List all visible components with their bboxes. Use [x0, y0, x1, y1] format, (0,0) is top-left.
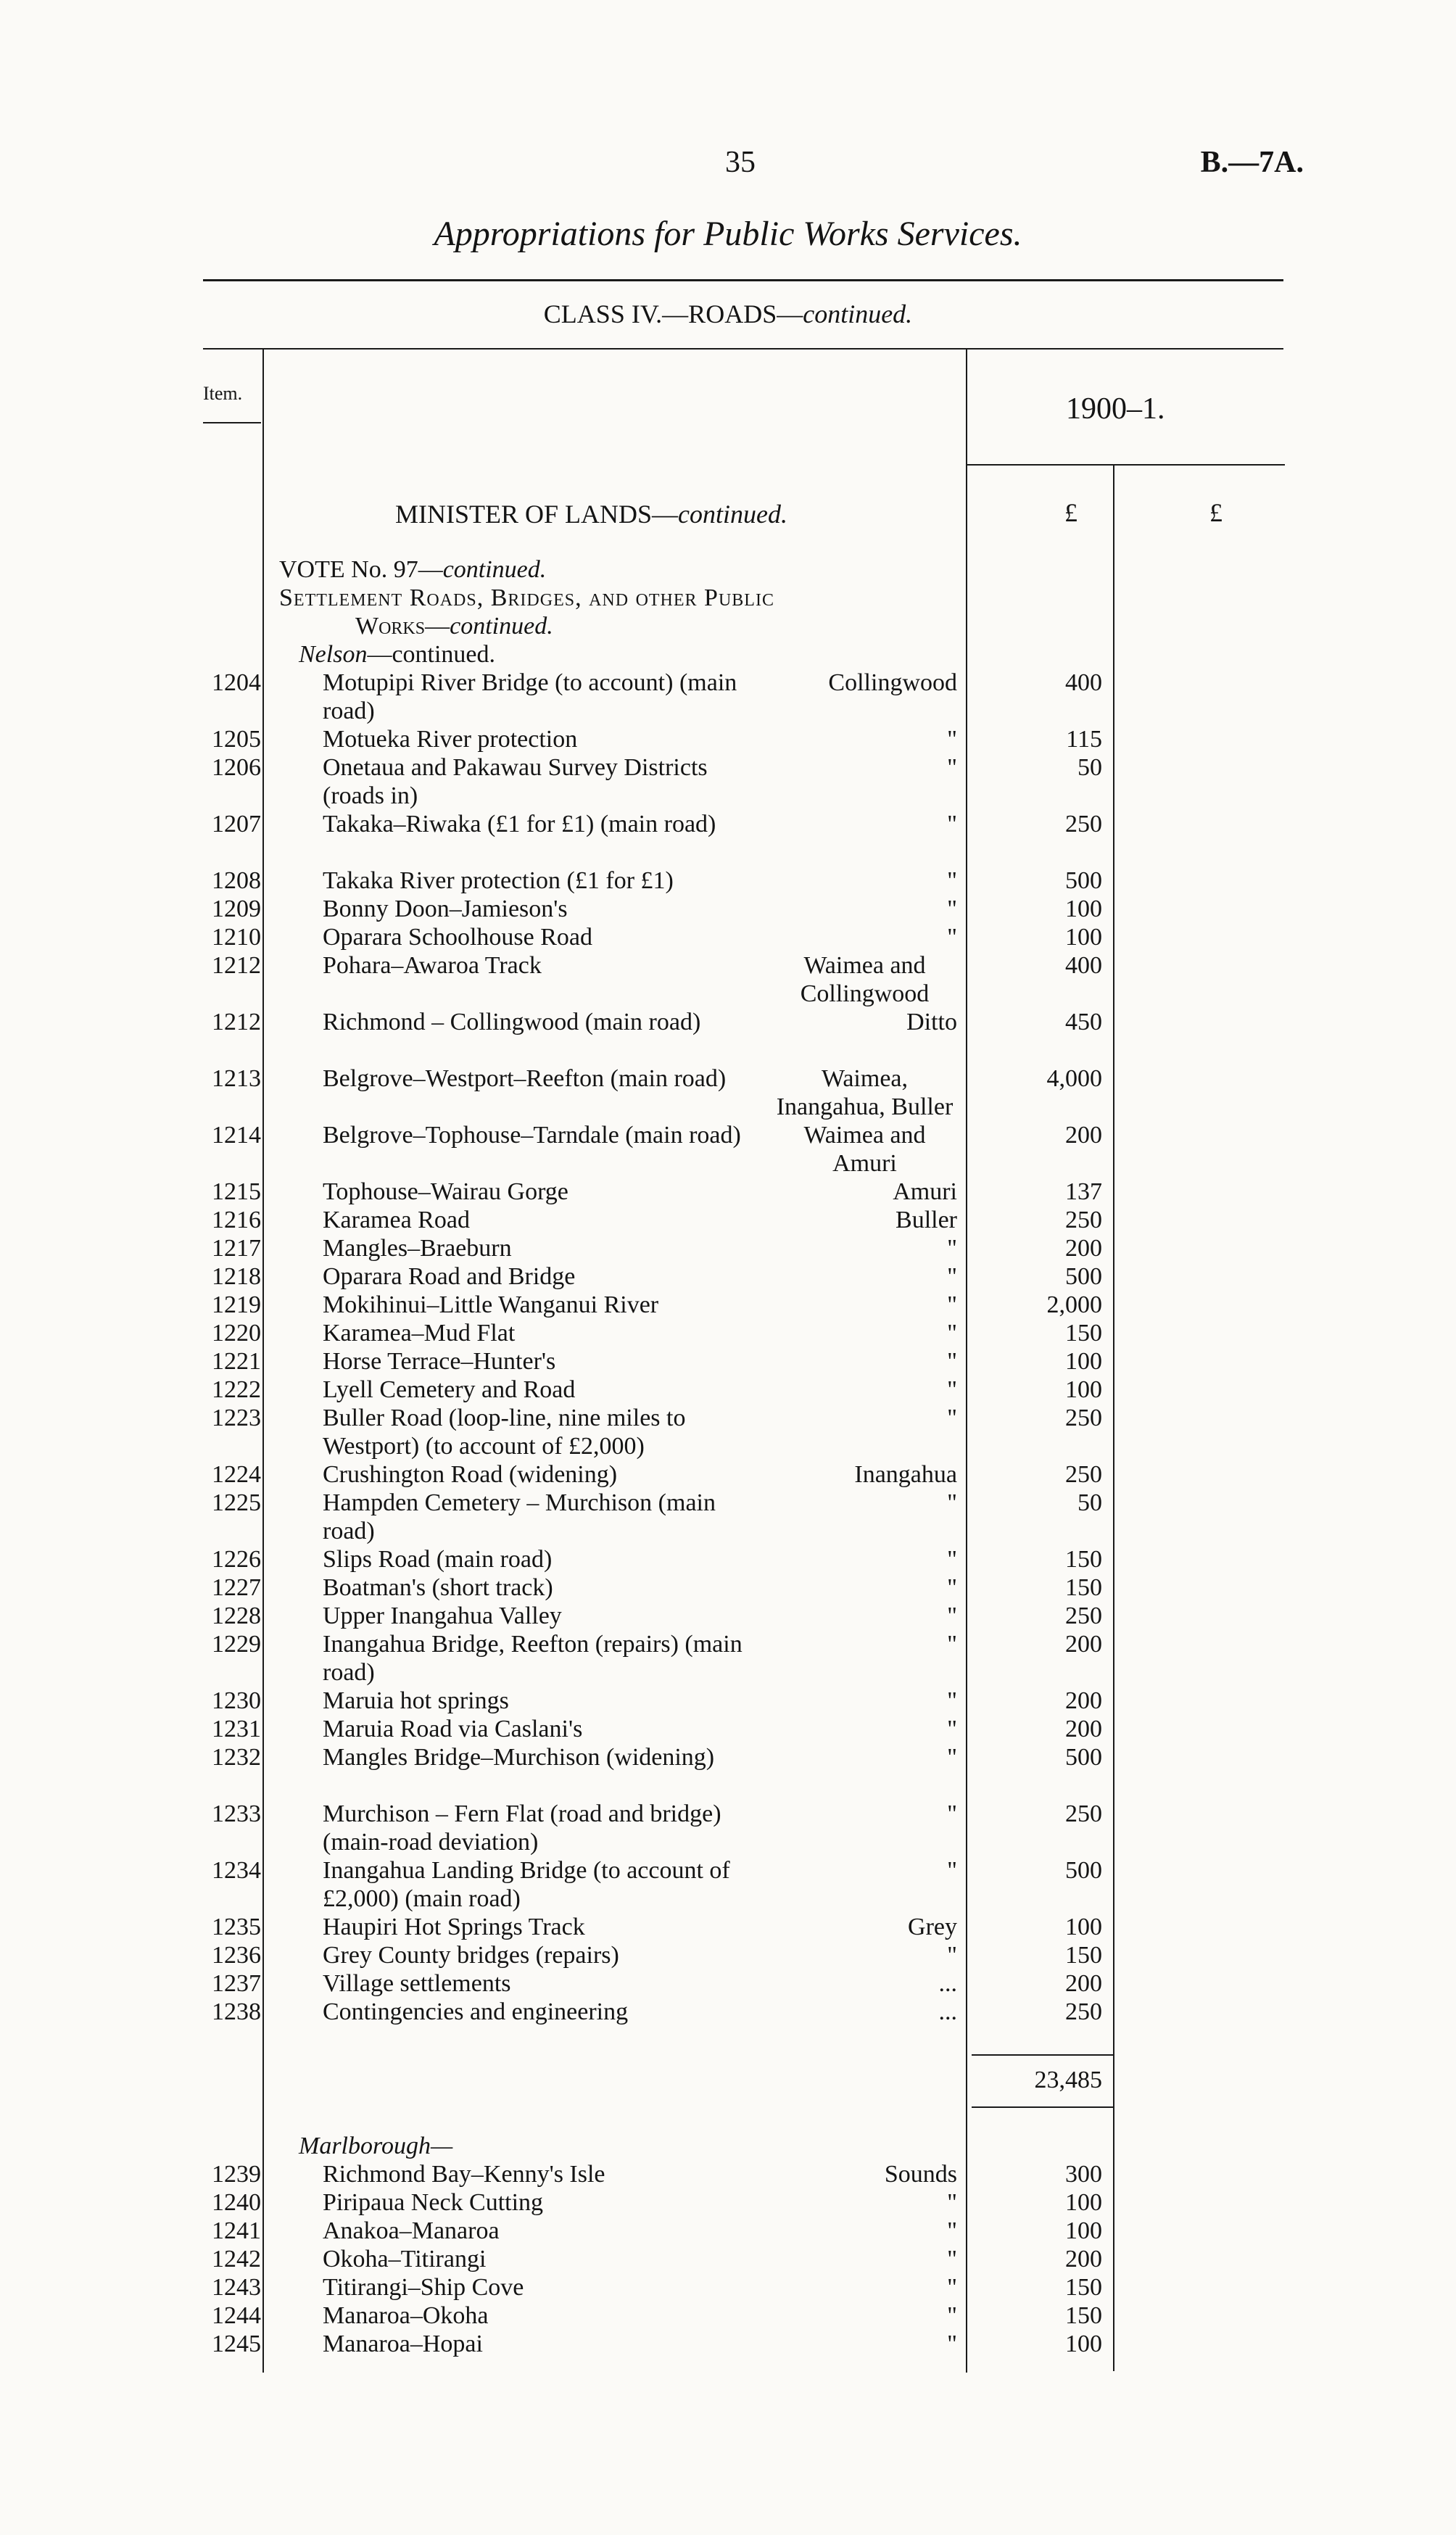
item-district: ": [947, 2189, 957, 2216]
minister-heading: MINISTER OF LANDS—continued.: [395, 500, 787, 529]
item-amount: 250: [1065, 1207, 1102, 1233]
item-amount: 200: [1065, 1122, 1102, 1149]
item-description: Oparara Schoolhouse Road: [323, 924, 593, 951]
item-district: ": [947, 867, 957, 894]
item-description: Upper Inangahua Valley: [323, 1603, 562, 1629]
item-amount: 200: [1065, 1716, 1102, 1742]
item-number: 1240: [212, 2189, 261, 2216]
table-row: [0, 1206, 1456, 1234]
item-district: ": [947, 2302, 957, 2329]
table-row: [0, 1376, 1456, 1404]
item-number: 1219: [212, 1291, 261, 1318]
item-amount: 100: [1065, 2331, 1102, 2357]
item-description: Bonny Doon–Jamieson's: [323, 896, 568, 922]
table-row: [0, 1121, 1456, 1178]
item-number: 1216: [212, 1207, 261, 1233]
table-row: [0, 1856, 1456, 1913]
table-row: [0, 2245, 1456, 2273]
table-row: [0, 1800, 1456, 1856]
table-row: [0, 1319, 1456, 1347]
item-district: ": [947, 2246, 957, 2273]
item-description: Village settlements: [323, 1970, 511, 1997]
item-description: Tophouse–Wairau Gorge: [323, 1178, 568, 1205]
year-header-underline: [966, 464, 1285, 466]
item-description: Motueka River protection: [323, 726, 578, 753]
item-number: 1233: [212, 1800, 261, 1827]
item-district: ": [947, 754, 957, 781]
item-description: Onetaua and Pakawau Survey Districts (roads in): [323, 754, 708, 809]
item-district: Waimea and Collingwood: [800, 952, 930, 1007]
table-row: [0, 867, 1456, 895]
item-district: ": [947, 1574, 957, 1601]
item-amount: 150: [1065, 1942, 1102, 1969]
item-district: ": [947, 1376, 957, 1403]
item-amount: 500: [1065, 1263, 1102, 1290]
item-description: Mangles–Braeburn: [323, 1235, 512, 1262]
item-district: Waimea and Amuri: [803, 1122, 926, 1177]
table-row: [0, 1969, 1456, 1998]
item-amount: 500: [1065, 1744, 1102, 1771]
item-amount: 500: [1065, 867, 1102, 894]
item-amount: 137: [1065, 1178, 1102, 1205]
table-row: [0, 1913, 1456, 1941]
table-row: [0, 1687, 1456, 1715]
item-amount: 150: [1065, 1320, 1102, 1347]
item-number: 1208: [212, 867, 261, 894]
item-description: Maruia hot springs: [323, 1687, 509, 1714]
item-number: 1244: [212, 2302, 261, 2329]
item-number: 1205: [212, 726, 261, 753]
item-amount: 450: [1065, 1009, 1102, 1035]
item-amount: 250: [1065, 1405, 1102, 1431]
item-district: ": [947, 1603, 957, 1629]
item-column-header: Item.: [203, 383, 243, 404]
item-description: Karamea Road: [323, 1207, 470, 1233]
item-amount: 100: [1065, 896, 1102, 922]
item-number: 1209: [212, 896, 261, 922]
item-amount: 115: [1066, 726, 1102, 753]
item-amount: 250: [1065, 1603, 1102, 1629]
marlborough-heading: Marlborough—: [299, 2133, 453, 2159]
item-district: ": [947, 2331, 957, 2357]
item-amount: 400: [1065, 952, 1102, 979]
item-number: 1224: [212, 1461, 261, 1488]
item-district: Sounds: [884, 2161, 957, 2188]
item-district: ": [947, 924, 957, 951]
item-district: ": [947, 1546, 957, 1573]
item-amount: 200: [1065, 1631, 1102, 1658]
item-district: ": [947, 1291, 957, 1318]
item-number: 1227: [212, 1574, 261, 1601]
item-number: 1242: [212, 2246, 261, 2273]
item-number: 1234: [212, 1857, 261, 1884]
item-description: Anakoa–Manaroa: [323, 2217, 500, 2244]
table-row: [0, 1404, 1456, 1460]
item-description: Belgrove–Tophouse–Tarndale (main road): [323, 1122, 741, 1149]
item-description: Contingencies and engineering: [323, 1998, 629, 2025]
top-rule: [203, 279, 1283, 281]
item-district: ": [947, 1744, 957, 1771]
year-column-header: 1900–1.: [1066, 392, 1165, 426]
item-description: Pohara–Awaroa Track: [323, 952, 542, 979]
item-amount: 50: [1077, 1489, 1102, 1516]
item-district: ...: [938, 1998, 957, 2025]
table-row: [0, 1234, 1456, 1262]
item-description: Richmond – Collingwood (main road): [323, 1009, 701, 1035]
item-district: ": [947, 1800, 957, 1827]
item-description: Oparara Road and Bridge: [323, 1263, 576, 1290]
item-number: 1214: [212, 1122, 261, 1149]
item-description: Takaka River protection (£1 for £1): [323, 867, 674, 894]
item-amount: 150: [1065, 2302, 1102, 2329]
table-row: [0, 1630, 1456, 1687]
item-amount: 150: [1065, 1574, 1102, 1601]
item-number: 1239: [212, 2161, 261, 2188]
item-description: Manaroa–Hopai: [323, 2331, 483, 2357]
item-amount: 250: [1065, 811, 1102, 838]
item-number: 1229: [212, 1631, 261, 1658]
item-number: 1223: [212, 1405, 261, 1431]
item-description: Grey County bridges (repairs): [323, 1942, 619, 1969]
table-row: [0, 1573, 1456, 1602]
table-row: [0, 2273, 1456, 2302]
item-amount: 150: [1065, 1546, 1102, 1573]
item-description: Buller Road (loop-line, nine miles to Westport) (to account of £2,000): [323, 1405, 686, 1460]
table-row: [0, 753, 1456, 810]
item-number: 1245: [212, 2331, 261, 2357]
item-description: Mokihinui–Little Wanganui River: [323, 1291, 659, 1318]
item-number: 1212: [212, 1009, 261, 1035]
item-description: Takaka–Riwaka (£1 for £1) (main road): [323, 811, 716, 838]
item-description: Lyell Cemetery and Road: [323, 1376, 576, 1403]
item-number: 1206: [212, 754, 261, 781]
item-district: Amuri: [893, 1178, 957, 1205]
item-description: Horse Terrace–Hunter's: [323, 1348, 556, 1375]
item-district: Grey: [908, 1914, 957, 1940]
item-district: ": [947, 1405, 957, 1431]
item-amount: 100: [1065, 924, 1102, 951]
item-description: Murchison – Fern Flat (road and bridge) (main-road deviation): [323, 1800, 721, 1856]
table-row: [0, 923, 1456, 951]
table-row: [0, 895, 1456, 923]
table-row: [0, 1545, 1456, 1573]
item-description: Motupipi River Bridge (to account) (main road): [323, 669, 737, 724]
subvote-heading-line2: Works—continued.: [355, 613, 553, 640]
item-description: Hampden Cemetery – Murchison (main road): [323, 1489, 716, 1544]
total-rule-bottom: [972, 2106, 1113, 2108]
item-amount: 250: [1065, 1998, 1102, 2025]
item-number: 1232: [212, 1744, 261, 1771]
item-amount: 250: [1065, 1461, 1102, 1488]
table-row: [0, 1743, 1456, 1800]
item-description: Slips Road (main road): [323, 1546, 553, 1573]
item-amount: 500: [1065, 1857, 1102, 1884]
item-amount: 300: [1065, 2161, 1102, 2188]
pound-symbol-col2: £: [1209, 498, 1223, 527]
item-amount: 2,000: [1046, 1291, 1102, 1318]
table-row: [0, 1998, 1456, 2026]
item-district: ": [947, 1489, 957, 1516]
item-number: 1228: [212, 1603, 261, 1629]
item-number: 1236: [212, 1942, 261, 1969]
item-description: Manaroa–Okoha: [323, 2302, 489, 2329]
table-row: [0, 1602, 1456, 1630]
item-number: 1212: [212, 952, 261, 979]
item-district: ": [947, 1320, 957, 1347]
table-row: [0, 1178, 1456, 1206]
item-number: 1226: [212, 1546, 261, 1573]
item-description: Inangahua Landing Bridge (to account of £2,000) (main road): [323, 1857, 730, 1912]
item-number: 1241: [212, 2217, 261, 2244]
item-number: 1243: [212, 2274, 261, 2301]
item-district: Collingwood: [828, 669, 957, 696]
item-amount: 100: [1065, 1348, 1102, 1375]
item-amount: 100: [1065, 2189, 1102, 2216]
item-number: 1210: [212, 924, 261, 951]
total-rule-top: [972, 2054, 1113, 2056]
item-number: 1222: [212, 1376, 261, 1403]
item-number: 1221: [212, 1348, 261, 1375]
item-district: Ditto: [906, 1009, 957, 1035]
nelson-total: 23,485: [1034, 2067, 1102, 2093]
item-number: 1230: [212, 1687, 261, 1714]
item-number: 1217: [212, 1235, 261, 1262]
pound-symbol-col1: £: [1064, 498, 1077, 527]
item-district: ": [947, 1857, 957, 1884]
item-description: Maruia Road via Caslani's: [323, 1716, 583, 1742]
item-description: Boatman's (short track): [323, 1574, 553, 1601]
item-district: ": [947, 896, 957, 922]
item-number: 1231: [212, 1716, 261, 1742]
item-amount: 200: [1065, 1687, 1102, 1714]
item-number: 1215: [212, 1178, 261, 1205]
item-number: 1237: [212, 1970, 261, 1997]
table-row: [0, 2330, 1456, 2358]
item-district: ": [947, 2274, 957, 2301]
item-number: 1225: [212, 1489, 261, 1516]
item-district: Waimea, Inangahua, Buller: [776, 1065, 954, 1120]
item-amount: 100: [1065, 1914, 1102, 1940]
item-district: ": [947, 1942, 957, 1969]
item-header-underline: [203, 422, 261, 423]
table-row: [0, 1347, 1456, 1376]
table-row: [0, 1489, 1456, 1545]
table-row: [0, 1941, 1456, 1969]
item-amount: 50: [1077, 754, 1102, 781]
item-amount: 400: [1065, 669, 1102, 696]
item-amount: 4,000: [1046, 1065, 1102, 1092]
nelson-heading: Nelson—continued.: [299, 641, 496, 668]
item-district: ": [947, 726, 957, 753]
item-district: ": [947, 1235, 957, 1262]
item-district: ": [947, 1631, 957, 1658]
table-row: [0, 1460, 1456, 1489]
item-number: 1235: [212, 1914, 261, 1940]
item-description: Haupiri Hot Springs Track: [323, 1914, 585, 1940]
table-row: [0, 725, 1456, 753]
item-district: ": [947, 2217, 957, 2244]
item-amount: 150: [1065, 2274, 1102, 2301]
item-amount: 100: [1065, 1376, 1102, 1403]
item-district: ": [947, 811, 957, 838]
item-amount: 250: [1065, 1800, 1102, 1827]
document-reference: B.—7A.: [1200, 146, 1304, 179]
table-row: [0, 1291, 1456, 1319]
item-district: ": [947, 1263, 957, 1290]
item-number: 1220: [212, 1320, 261, 1347]
table-row: [0, 669, 1456, 725]
subvote-heading-line1: Settlement Roads, Bridges, and other Public: [279, 584, 774, 611]
table-row: [0, 1008, 1456, 1064]
item-amount: 200: [1065, 1970, 1102, 1997]
item-description: Belgrove–Westport–Reefton (main road): [323, 1065, 727, 1092]
item-number: 1238: [212, 1998, 261, 2025]
table-row: [0, 2217, 1456, 2245]
table-row: [0, 2188, 1456, 2217]
item-description: Inangahua Bridge, Reefton (repairs) (main road): [323, 1631, 743, 1686]
item-number: 1204: [212, 669, 261, 696]
page-title: Appropriations for Public Works Services.: [434, 215, 1022, 253]
item-description: Karamea–Mud Flat: [323, 1320, 516, 1347]
item-amount: 100: [1065, 2217, 1102, 2244]
class-rule: [203, 348, 1283, 350]
class-heading: CLASS IV.—ROADS—continued.: [543, 299, 913, 328]
item-district: Inangahua: [854, 1461, 957, 1488]
item-number: 1218: [212, 1263, 261, 1290]
item-number: 1213: [212, 1065, 261, 1092]
page-number: 35: [725, 146, 756, 179]
item-district: ": [947, 1687, 957, 1714]
item-description: Mangles Bridge–Murchison (widening): [323, 1744, 715, 1771]
item-district: ": [947, 1716, 957, 1742]
item-district: Buller: [895, 1207, 957, 1233]
table-row: [0, 1262, 1456, 1291]
item-amount: 200: [1065, 1235, 1102, 1262]
vote-heading: VOTE No. 97—continued.: [279, 556, 547, 583]
item-amount: 200: [1065, 2246, 1102, 2273]
table-row: [0, 1715, 1456, 1743]
item-description: Richmond Bay–Kenny's Isle: [323, 2161, 605, 2188]
item-number: 1207: [212, 811, 261, 838]
table-row: [0, 2160, 1456, 2188]
table-row: [0, 2302, 1456, 2330]
item-description: Crushington Road (widening): [323, 1461, 618, 1488]
table-row: [0, 810, 1456, 867]
table-row: [0, 1064, 1456, 1121]
item-description: Titirangi–Ship Cove: [323, 2274, 524, 2301]
item-description: Okoha–Titirangi: [323, 2246, 487, 2273]
item-description: Piripaua Neck Cutting: [323, 2189, 544, 2216]
item-district: ...: [938, 1970, 957, 1997]
table-row: [0, 951, 1456, 1008]
item-district: ": [947, 1348, 957, 1375]
